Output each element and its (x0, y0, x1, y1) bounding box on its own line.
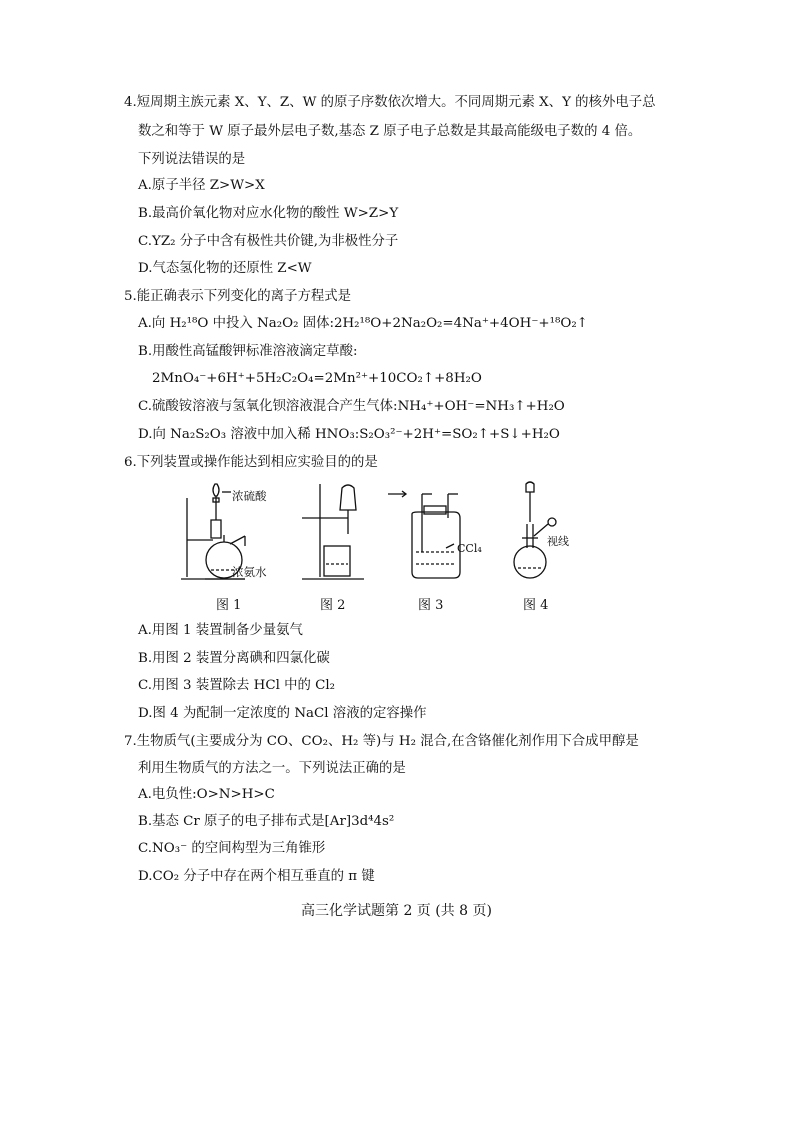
q7-option-a: A.电负性:O>N>H>C (138, 787, 275, 802)
figure-1-label-concentrated-sulfuric-acid: 浓硫酸 (232, 489, 267, 503)
q4-option-a: A.原子半径 Z>W>X (138, 178, 265, 193)
q5-stem: 5.能正确表示下列变化的离子方程式是 (124, 289, 352, 304)
figure-3-apparatus (388, 482, 483, 582)
figure-1-label-concentrated-ammonia: 浓氨水 (232, 565, 267, 579)
figure-1-caption: 图 1 (216, 598, 242, 613)
page-footer: 高三化学试题第 2 页 (共 8 页) (301, 903, 492, 919)
q7-stem-line1: 7.生物质气(主要成分为 CO、CO₂、H₂ 等)与 H₂ 混合,在含铬催化剂作用下合成甲醇是 (124, 734, 639, 749)
q7-option-b: B.基态 Cr 原子的电子排布式是[Ar]3d⁴4s² (138, 814, 395, 829)
figure-3-label-ccl4: CCl₄ (457, 542, 482, 555)
figure-3-caption: 图 3 (418, 598, 444, 613)
q5-option-c: C.硫酸铵溶液与氢氧化钡溶液混合产生气体:NH₄⁺+OH⁻=NH₃↑+H₂O (138, 399, 565, 414)
figure-2-apparatus (298, 480, 368, 585)
q4-stem-line3: 下列说法错误的是 (138, 152, 246, 167)
q6-option-c: C.用图 3 装置除去 HCl 中的 Cl₂ (138, 678, 336, 693)
q6-option-a: A.用图 1 装置制备少量氨气 (138, 623, 303, 638)
q6-option-b: B.用图 2 装置分离碘和四氯化碳 (138, 651, 330, 666)
q6-stem: 6.下列装置或操作能达到相应实验目的的是 (124, 455, 378, 470)
q4-option-d: D.气态氢化物的还原性 Z<W (138, 261, 312, 276)
q7-option-d: D.CO₂ 分子中存在两个相互垂直的 π 键 (138, 869, 375, 884)
q4-stem-line2: 数之和等于 W 原子最外层电子数,基态 Z 原子电子总数是其最高能级电子数的 4 倍。 (138, 124, 642, 139)
figure-4-caption: 图 4 (523, 598, 549, 613)
q7-stem-line2: 利用生物质气的方法之一。下列说法正确的是 (138, 761, 406, 776)
q5-option-d: D.向 Na₂S₂O₃ 溶液中加入稀 HNO₃:S₂O₃²⁻+2H⁺=SO₂↑+S↓+H₂O (138, 427, 560, 442)
figure-2-caption: 图 2 (320, 598, 346, 613)
q4-option-b: B.最高价氧化物对应水化物的酸性 W>Z>Y (138, 206, 399, 221)
q5-option-b-equation: 2MnO₄⁻+6H⁺+5H₂C₂O₄=2Mn²⁺+10CO₂↑+8H₂O (152, 371, 482, 386)
q6-option-d: D.图 4 为配制一定浓度的 NaCl 溶液的定容操作 (138, 706, 427, 721)
q7-option-c: C.NO₃⁻ 的空间构型为三角锥形 (138, 841, 326, 856)
q5-option-a: A.向 H₂¹⁸O 中投入 Na₂O₂ 固体:2H₂¹⁸O+2Na₂O₂=4Na⁺+4OH⁻+¹⁸O₂↑ (138, 316, 588, 331)
figure-4-label-sightline: 视线 (547, 535, 569, 548)
q4-option-c: C.YZ₂ 分子中含有极性共价键,为非极性分子 (138, 234, 399, 249)
q5-option-b-line1: B.用酸性高锰酸钾标准溶液滴定草酸: (138, 344, 358, 359)
q4-stem-line1: 4.短周期主族元素 X、Y、Z、W 的原子序数依次增大。不同周期元素 X、Y 的核外电子总 (124, 95, 656, 110)
